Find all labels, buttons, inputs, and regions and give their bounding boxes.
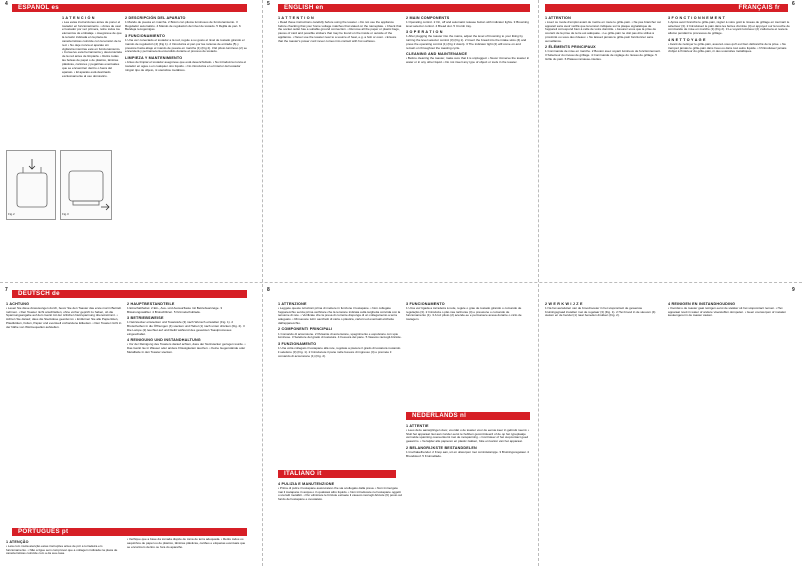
en-heading-cleaning: CLEANING AND MAINTENANCE	[406, 51, 468, 56]
section-band-pt: PORTUGUÊS pt	[12, 528, 247, 536]
fr-operation-text: 1 Après avoir branché le grille-pain, réglez à votre goût le niveau de grillage en tournant le sélecteur (3). 2 Introduisez le pain dans les fentes d'entrée (4) et appuyez sur la touche de commande de mise en marche (1) (Fig 2). 3 Le voyant lumineux (2) s'allumera et restera allumé pendant le processus de grillage.	[668, 19, 790, 36]
crumb-tray-illustration	[61, 151, 113, 221]
it-column-1	[278, 300, 402, 468]
de-heading-components: 2 HAUPTBESTANDTEILE	[127, 301, 175, 306]
pt-column-1	[6, 538, 124, 564]
es-description-text: 1 Mando de puesta en marcha. 2 Botón con pilotos luminosos de funcionamiento. 3 Regulador automático. 4 Mando de regulación del nivel de tostado. 5 Rejilla de pan. 6 Bandeja recogemigas.	[125, 19, 241, 32]
en-attention-text: • Read these instructions carefully before using the toaster. • Do not use the appliance before checking that your home voltage matches that stated on the nameplate. • Check that the socket outlet has a suitable ground connection. • Remove all the paper or plastic bags, pieces of card and possible stickers that may be found on the inside or outside of the appliance. • Never use the toaster near to a source of heat, e.g. a hob or oven. • Ensure that the toaster's power cord never comes into contact with hot surfaces.	[278, 19, 402, 43]
pt-column-2	[127, 538, 247, 564]
page-number: 4	[5, 1, 8, 7]
pt-heading-attention: 1 ATENÇÃO	[6, 539, 29, 544]
section-band-de: DEUTSCH de	[12, 290, 247, 298]
page-number: 6	[792, 1, 795, 7]
fr-heading-operation: 3 F O N C T I O N N E M E N T	[668, 15, 726, 20]
section-band-en: ENGLISH en	[278, 4, 530, 12]
it-components-text: 1 Comando di accensione. 2 Pulsante di accensione, spegnimento e espulsione con spie luminose. 3 Selettore del grado di tostatura. 4 Fessura del pane. 5 Vassoio raccogli-briciole.	[278, 331, 402, 340]
es-column-2	[125, 14, 247, 234]
nl-cleaning-text: • Voordat u de toaster gaat reinigen eerst de stekker uit het stopcontact nemen. • Het apparaat nooit in water of andere vloeistoffen dompelen. • Geen voorwerpen of metalen keukengerei in de toaster steken.	[668, 305, 787, 318]
fr-heading-components: 2 ÉLÉMENTS PRINCIPAUX	[545, 45, 596, 50]
section-band-nl: NEDERLANDS nl	[406, 412, 530, 420]
en-column-2	[406, 14, 530, 234]
nl-heading-cleaning: 4 REINIGEN EN INSTANDHOUDING	[668, 301, 736, 306]
de-components-text: 1 Einschalthebel. 2 Ein-, Aus- und Auswurftaste mit Betriebsanzeige. 3 Bräunungswähler. 4 Brotschlitzen. 5 Krümelschublade.	[127, 305, 223, 314]
es-heading-attention: 1 A T E N C I Ó N	[62, 15, 95, 20]
en-operation-text: 1 After plugging the toaster into the mains, adjust the level of browning to your liking by turning the level selector control (3) (Fig 1). 2 Insert the bread into the intake slots (4) and press the operating control (1) (Fig 2 down). 3 The indicator light (2) will come on and remain on throughout the toasting cycle.	[406, 34, 527, 50]
page-number: 5	[267, 1, 270, 7]
es-cleaning-text: • Antes de limpiar el tostador asegúrese que está desenchufado. • No introduzca nunca el tostador en agua o en cualquier otro líquido. • No introduzca en el interior del tostador ningún tipo de objeto, ni utensilios metálicos.	[125, 60, 247, 72]
en-column-1	[278, 14, 402, 234]
fr-heading-attention: 1 ATTENTION	[545, 15, 571, 20]
nl-attention-text: • Lees deze aanwijzingen door, voordat u de toaster voor de eerste keer in gebruik neemt. • Sluit het apparaat niet aan zonder eerst te hebben gecontroleerd of de op het typeplaatje vermelde spanning overeenkomt met de netspanning. • Controleer of het stopcontact goed geaard is. • Verwijder alle papieren en plastic zakken, folie en karton van het apparaat.	[406, 427, 530, 444]
figure-toaster-3	[60, 150, 112, 220]
page-number: 9	[792, 287, 795, 293]
page-number: 8	[267, 287, 270, 293]
nl-heading-components: 2 BELANGRIJKSTE BESTANDDELEN	[406, 445, 477, 450]
it-heading-attention: 1 ATTENZIONE	[278, 301, 307, 306]
nl-heading-operation: 2 W E R K W I J Z E	[545, 301, 583, 306]
section-band-fr: FRANÇAIS fr	[545, 4, 788, 12]
es-heading-operation: 3 FUNCIONAMIENTO	[125, 33, 166, 38]
es-attention-text: • Lea estas instrucciones antes de poner el tostador en funcionamiento. • Antes de usar el tostador por vez primera, retire todos los elementos de embalaje. • Asegúrese de que la tensión indicada en la placa de características coincide con la tensión de la red. • No deje nunca el aparato sin vigilancia mientras esté en funcionamiento. • Conserve esta herramienta y desconéctela de la red antes de limpiarla. • Retire todas las bolsas de papel o de plástico, láminas plásticas, cartones y pegatinas eventuales que se encuentren dentro o fuera del aparato. • El aparato está destinado exclusivamente al uso doméstico.	[62, 19, 122, 78]
en-components-text: 1 Operating control. 2 On, off and automatic release button with indicator lights. 3 Browning level selector control. 4 Bread slot. 5 Crumb tray.	[406, 19, 529, 28]
es-heading-cleaning: LIMPIEZA Y MANTENIMIENTO	[125, 55, 183, 60]
figure-toaster-2	[6, 150, 56, 220]
de-column-2	[127, 300, 247, 525]
fr-column-2	[668, 14, 790, 234]
nl-operation-text: 1 Na het aansluiten van de broodrooster in het stopcontact de gewenste bruiningsgraad instellen met de regelaar (3) (Fig. 1). 2 Het brood in de sleuven (4) steken en de hendel (1) naar beneden drukken (Fig. 2).	[545, 305, 656, 318]
it-heading-operation: 3 FUNZIONAMENTO	[278, 341, 317, 346]
en-heading-attention: 1 A T T E N T I O N	[278, 15, 314, 20]
nl-column-1	[406, 300, 530, 408]
pt-operation-text: 1 Uma vez ligada a torradeira à rede, regule o grau de tostado girando o comando de regulação (3). 2 Introduza o pão nas ranhuras (4) e pressione o comando de funcionamento (1). 3 A luz piloto (2) acende-se e permanece acesa durante o ciclo de tostagem.	[406, 305, 522, 322]
de-cleaning-text: • Vor der Reinigung des Toasters darauf achten, dass der Netzstecker gezogen wurde. • Das Gerät nie in Wasser oder andere Flüssigkeiten tauchen. • Keine Gegenstände oder Metallteile in den Toaster stecken.	[127, 342, 246, 354]
page-divider	[538, 0, 539, 566]
pt-attention-text: • Leia com muita atenção estas instruções antes de pôr a torradeira em funcionamento. • Não a ligue sem comprovar que a voltagem indicada na placa de características coincide com a da sua casa.	[6, 543, 118, 556]
en-heading-components: 2 MAIN COMPONENTS	[406, 15, 450, 20]
en-cleaning-text: • Before cleaning the toaster, make sure that it is unplugged. • Never immerse the toaster in water or in any other liquid. • Do not insert any type of object or tools in the toaster.	[406, 56, 530, 65]
nl-column-4	[668, 300, 790, 562]
fr-heading-cleaning: 4 N E T T O Y A G E	[668, 37, 706, 42]
fr-attention-text: • Lisez ce mode d'emploi avant de mettre en route le grille-pain. • Ne pas brancher cet appareil sans avoir vérifié que la tension indiquée sur la plaque signalétique de l'appareil correspond bien à celle de votre domicile. • Assurez-vous que la prise de courant de la prise de terre est adéquate. • Le grille-pain ne doit pas être utilisé à proximité ou sous des rideaux. • Ne laissez jamais le grille-pain fonctionner sans surveillance.	[545, 19, 662, 43]
it-column-2	[278, 480, 402, 560]
nl-column-2	[406, 422, 530, 562]
nl-components-text: 1 Inschakelhendel. 2 Knop aan, uit en uitwerpen met controlelampje. 3 Bruiningsregelaar. 4 Broodsleuf. 5 Kruimellade.	[406, 449, 529, 458]
de-heading-operation: 3 BETRIEBSWEISE	[127, 315, 164, 320]
de-heading-cleaning: 4 REINIGUNG UND INSTANDHALTUNG	[127, 337, 201, 342]
pt-attention-text-2: • Verifique que a base da tomada dispõe de toma de terra adequada. • Retire todos os saquinhos de papel ou de plástico, lâminas plásticas, cartões e etiquetas eventuais que se encontrem dentro ou fora do aparelho.	[127, 538, 246, 549]
de-operation-text: 1 Netzstecker einstecken und Toaststufe (3) nach Wunsch einstellen (Fig. 1). 2 Brotscheiben in die Öffnungen (4) stecken und Hebel (1) nach unten drücken (Fig. 2). 3 Die Lampe (2) leuchtet auf und bleibt während des gesamten Toastprozesses eingeschaltet.	[127, 320, 245, 336]
pt-heading-operation: 3 FUNCIONAMENTO	[406, 301, 445, 306]
fr-column-1	[545, 14, 663, 234]
es-operation-text: 1 Una vez conectado el tostador a la red, regule a su gusto el nivel de tostado girando el mando de regulación (4) (Fig 1). 2 Introduzca el pan por las ranuras de entrada (5) y presione hacia abajo el mando de puesta en marcha (1) (Fig 2). 3 El piloto luminoso (2) se encenderá y permanecerá encendido durante el proceso de tostado.	[125, 37, 247, 54]
en-heading-operation: 3 O P E R A T I O N	[406, 29, 443, 34]
es-heading-description: 2 DESCRIPCIÓN DEL APARATO	[125, 15, 186, 20]
toaster-illustration	[7, 151, 57, 221]
fr-components-text: 1 Commande de mise en marche. 2 Bouton avec voyant lumineux de fonctionnement. 3 Sélecteur du niveau de grillage. 4 Commande de réglage du niveau de grillage. 5 Grille du pain. 6 Plateau ramasse-miettes.	[545, 49, 661, 62]
page-divider	[262, 0, 263, 566]
it-heading-components: 2 COMPONENTI PRINCIPALI	[278, 327, 333, 332]
figure-label: Fig.2	[8, 212, 15, 216]
de-column-1	[6, 300, 124, 525]
page-number: 7	[5, 287, 8, 293]
nl-heading-attention: 1 ATTENTIE	[406, 423, 429, 428]
row-divider	[0, 282, 802, 283]
nl-column-3	[545, 300, 663, 562]
section-band-it: ITALIANO it	[278, 470, 396, 478]
de-heading-attention: 1 ACHTUNG	[6, 301, 30, 306]
it-cleaning-text: • Prima di pulire il tostapane assicuratevi che sia scollegato dalla presa. • Non immergete mai il tostapane in acqua o in qualsiasi altro liquido. • Non introducete nel tostapane oggetti o utensili metallici. • Per eliminare le briciole estraete il vassoio raccogli-briciole (6) posto sul fondo del tostapane e svuotatelo.	[278, 485, 402, 502]
fr-cleaning-text: • Avant de nettoyer le grille-pain, assurez-vous qu'il est bien débranché de la prise. • Ne trempez jamais le grille-pain dans l'eau ou dans tout autre liquide. • N'introduisez jamais d'objet à l'intérieur du grille-pain, ni des ustensiles métalliques.	[668, 41, 787, 54]
it-attention-text: • Leggete queste istruzioni prima di mettere in funzione il tostapane. • Non collegate l'apparecchio senza prima verificare che la tensione indicata sulla targhetta coincida con la tensione di rete. • Verificate che la presa di corrente disponga di un collegamento a terra adeguato. • Rimuovete tutti i sacchetti di carta o plastica, cartoni ed eventuali etichette dall'apparecchio.	[278, 305, 401, 326]
de-attention-text: • Lesen Sie diese Anweisungen durch, bevor Sie den Toaster das erste mal in Betrieb nehmen. • Den Toaster nicht anschließen, ohne vorher geprüft zu haben, ob die Spannungsangabe auf dem Gerät mit der örtlichen Netzspannung übereinstimmt. • Achten Sie darauf, dass die Steckdose geerdet ist. • Entfernen Sie alle Papiertüten, Plastiktüten, Folien, Papier und eventuell vorhandene Etiketten. • Den Toaster nicht in der Nähe von Wärmequellen aufstellen.	[6, 305, 122, 329]
section-band-es: ESPAÑOL es	[12, 4, 247, 12]
it-heading-cleaning: 4 PULIZIA E MANUTENZIONE	[278, 481, 335, 486]
figure-label: Fig.3	[62, 212, 69, 216]
it-operation-text: 1 Una volta collegato il tostapane alla rete, regolate a piacere il grado di tostatura ruotando il selettore (3) (Fig. 1). 2 Introducete il pane nelle fessure di ingresso (4) e premete il comando di accensione (1) (Fig. 2).	[278, 346, 401, 358]
es-column-1	[62, 14, 122, 146]
